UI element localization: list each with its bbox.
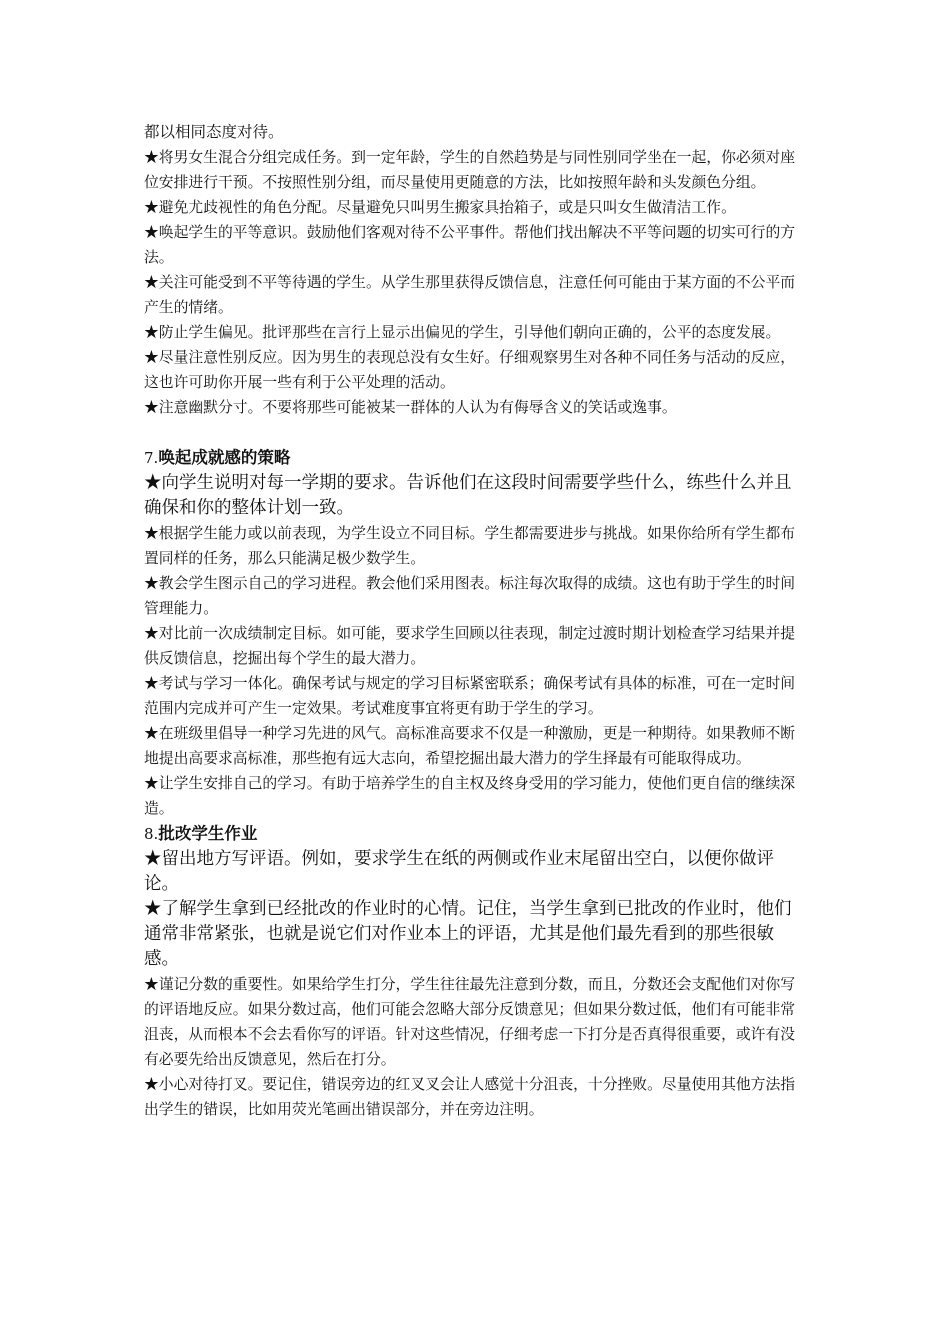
list-item: ★根据学生能力或以前表现，为学生设立不同目标。学生都需要进步与挑战。如果你给所有学生都布置同样的任务，那么只能满足极少数学生。 — [144, 525, 796, 567]
list-item: ★让学生安排自己的学习。有助于培养学生的自主权及终身受用的学习能力，使他们更自信的继续深造。 — [144, 775, 796, 817]
list-item: ★注意幽默分寸。不要将那些可能被某一群体的人认为有侮辱含义的笑话或逸事。 — [144, 399, 677, 416]
list-item: ★将男女生混合分组完成任务。到一定年龄，学生的自然趋势是与同性别同学坐在一起，你必须对座位安排进行干预。不按照性别分组，而尽量使用更随意的方法，比如按照年龄和头发颜色分组。 — [144, 149, 796, 191]
list-item: ★避免尤歧视性的角色分配。尽量避免只叫男生搬家具抬箱子，或是只叫女生做清洁工作。 — [144, 199, 736, 216]
section-title: 批改学生作业 — [158, 824, 258, 843]
section-title: 唤起成就感的策略 — [158, 448, 291, 467]
document-body — [144, 120, 808, 1122]
spacer — [144, 420, 808, 445]
section-number: 8. — [144, 825, 159, 843]
list-item: ★谨记分数的重要性。如果给学生打分，学生往往最先注意到分数，而且，分数还会支配他们对你写的评语地反应。如果分数过高，他们可能会忽略大部分反馈意见；但如果分数过低，他们有可能非常沮丧，从而根本不会去看你写的评语。针对这些情况，仔细考虑一下打分是否真得很重要，或许有没有必要先给出反馈意见，然后在打分。 — [144, 976, 796, 1068]
list-item: ★小心对待打叉。要记住，错误旁边的红叉叉会让人感觉十分沮丧，十分挫败。尽量使用其他方法指出学生的错误，比如用荧光笔画出错误部分，并在旁边注明。 — [144, 1076, 796, 1118]
intro-paragraph: 都以相同态度对待。 — [144, 123, 284, 141]
list-item: ★留出地方写评语。例如，要求学生在纸的两侧或作业末尾留出空白，以便你做评论。 — [144, 849, 774, 894]
list-item: ★防止学生偏见。批评那些在言行上显示出偏见的学生，引导他们朝向正确的，公平的态度发展。 — [144, 324, 781, 341]
list-item: ★唤起学生的平等意识。鼓励他们客观对待不公平事件。帮他们找出解决不平等问题的切实可行的方法。 — [144, 224, 796, 266]
list-item: ★教会学生图示自己的学习进程。教会他们采用图表。标注每次取得的成绩。这也有助于学生的时间管理能力。 — [144, 575, 796, 617]
section-number: 7. — [144, 449, 159, 467]
section-heading — [144, 445, 808, 471]
list-item: ★关注可能受到不平等待遇的学生。从学生那里获得反馈信息，注意任何可能由于某方面的不公平而产生的情绪。 — [144, 274, 796, 316]
list-item: ★尽量注意性别反应。因为男生的表现总没有女生好。仔细观察男生对各种不同任务与活动的反应，这也许可助你开展一些有利于公平处理的活动。 — [144, 349, 796, 391]
list-item: ★了解学生拿到已经批改的作业时的心情。记住，当学生拿到已批改的作业时，他们通常非常紧张，也就是说它们对作业本上的评语，尤其是他们最先看到的那些很敏感。 — [144, 899, 792, 969]
section-heading — [144, 821, 808, 847]
list-item: ★对比前一次成绩制定目标。如可能，要求学生回顾以往表现，制定过渡时期计划检查学习结果并提供反馈信息，挖掘出每个学生的最大潜力。 — [144, 625, 796, 667]
list-item: ★向学生说明对每一学期的要求。告诉他们在这段时间需要学些什么，练些什么并且确保和你的整体计划一致。 — [144, 473, 792, 518]
list-item: ★在班级里倡导一种学习先进的风气。高标准高要求不仅是一种激励，更是一种期待。如果教师不断地提出高要求高标准，那些抱有远大志向，希望挖掘出最大潜力的学生择最有可能取得成功。 — [144, 725, 796, 767]
list-item: ★考试与学习一体化。确保考试与规定的学习目标紧密联系；确保考试有具体的标准，可在一定时间范围内完成并可产生一定效果。考试难度事宜将更有助于学生的学习。 — [144, 675, 796, 717]
